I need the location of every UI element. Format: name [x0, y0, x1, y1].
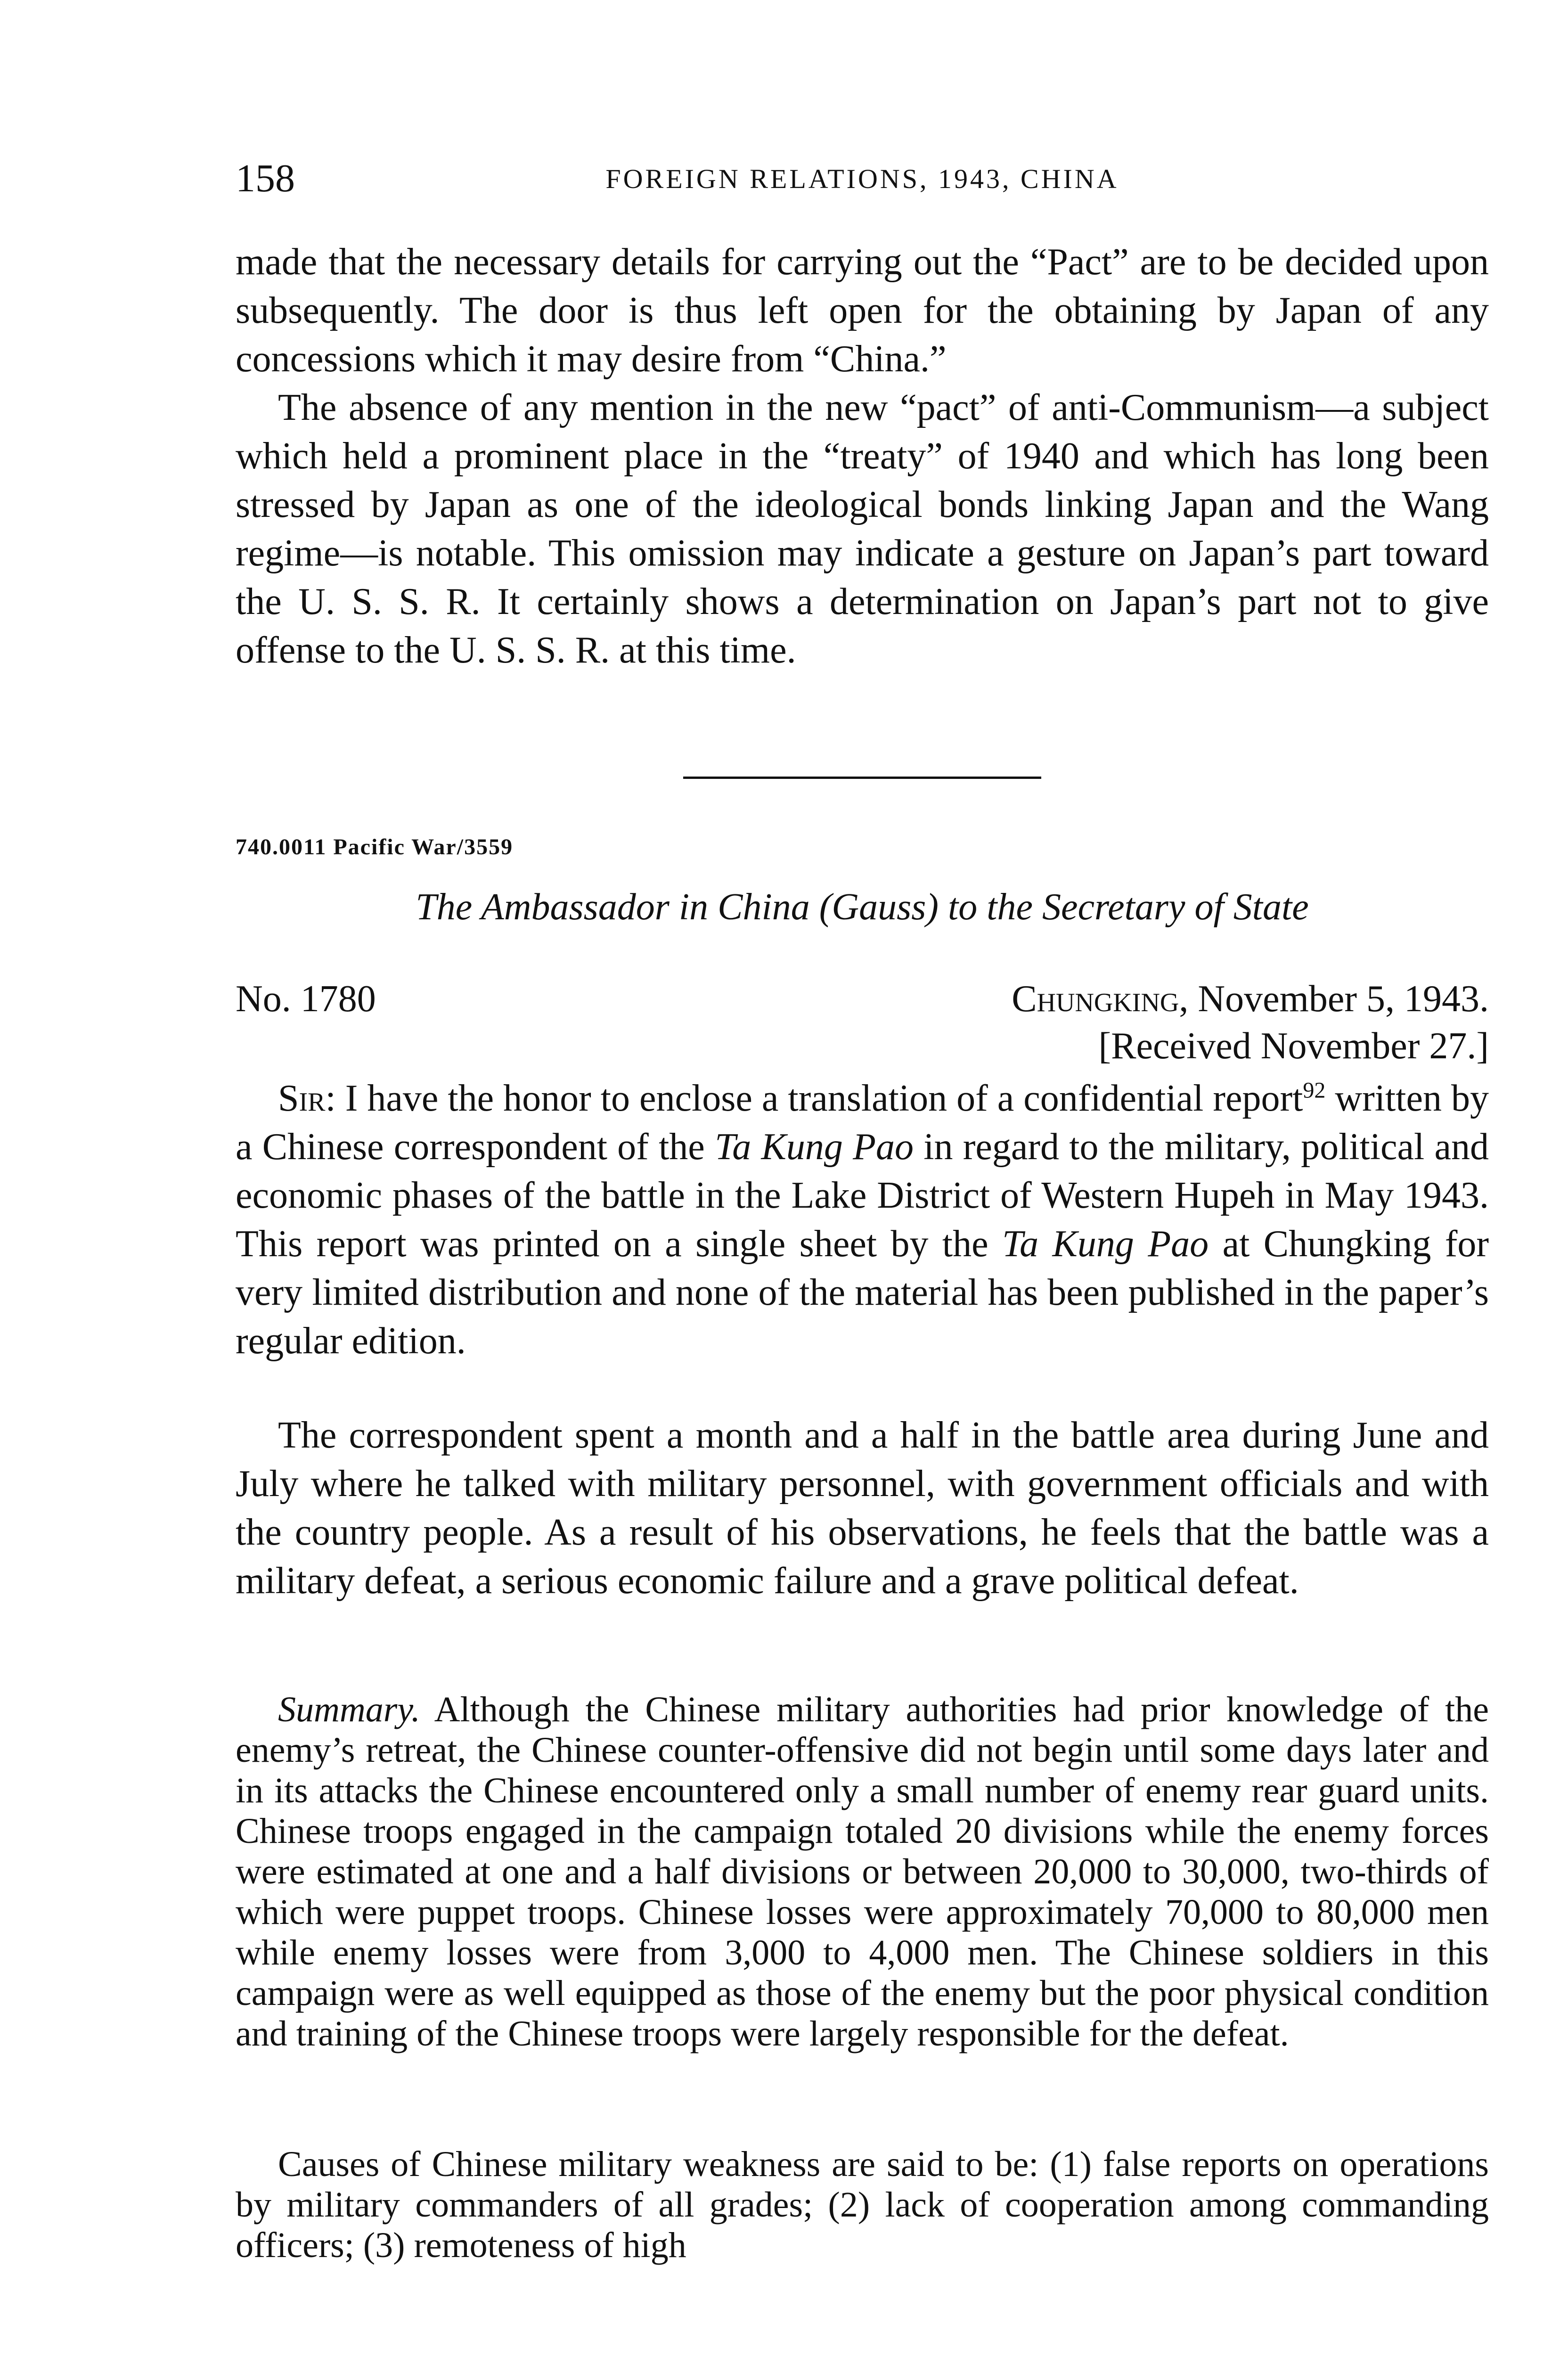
running-title: FOREIGN RELATIONS, 1943, CHINA — [605, 164, 1119, 194]
file-number: 740.0011 Pacific War/3559 — [236, 834, 514, 859]
footnote-reference: 92 — [1303, 1078, 1326, 1103]
letter-paragraph-2: The correspondent spent a month and a half in the battle area during June and July where he talked with military personnel, with government officials and with the country people. As a result of his observations, he feels that the battle was a military defeat, a serious economic failure and a grave political defeat. — [236, 1415, 1489, 1602]
letter-text: written by a Chinese correspondent of the — [236, 1078, 1489, 1168]
summary-label: Summary. — [278, 1690, 420, 1729]
letter-text: : I have the honor to enclose a translation of a confidential report — [325, 1078, 1303, 1119]
page-number: 158 — [236, 156, 295, 200]
salutation: Sir — [278, 1078, 326, 1119]
received-date: [Received November 27.] — [1098, 1025, 1489, 1067]
letter-text: at Chungking for very limited distribution and none of the material has been published in the paper’s regular edition. — [236, 1223, 1489, 1362]
despatch-number: No. 1780 — [236, 978, 376, 1020]
causes-paragraph: Causes of Chinese military weakness are said to be: (1) false reports on operations by military commanders of all grades; (2) lack of cooperation among commanding officers; (3) remoteness of high — [236, 2144, 1489, 2265]
anti-communism-paragraph: The absence of any mention in the new “pact” of anti-Communism—a subject which held a prominent place in the “treaty” of 1940 and which has long been stressed by Japan as one of the ideological bonds linking Japan and the Wang regime—is notable. This omission may indicate a gesture on Japan’s part toward the U. S. S. R. It certainly shows a determination on Japan’s part not to give offense to the U. S. S. R. at this time. — [236, 387, 1489, 671]
place-date-line — [1012, 978, 1489, 1021]
letter-paragraph-1 — [236, 1074, 1489, 1366]
newspaper-name: Ta Kung Pao — [1002, 1223, 1209, 1265]
section-divider — [683, 777, 1041, 779]
despatch-date: , November 5, 1943. — [1179, 978, 1489, 1020]
letter-text: in regard to the military, political and economic phases of the battle in the Lake District of Western Hupeh in May 1943. This report was printed on a single sheet by the — [236, 1126, 1489, 1265]
running-head — [236, 155, 1489, 207]
place-name: Chungking — [1012, 978, 1179, 1020]
summary-text: Although the Chinese military authorities had prior knowledge of the enemy’s retreat, the Chinese counter-offensive did not begin until some days later and in its attacks the Chinese encountered only a small number of enemy rear guard units. Chinese troops engaged in the campaign totaled 20 divisions while the enemy forces were estimated at one and a half divisions or between 20,000 to 30,000, two-thirds of which were puppet troops. Chinese losses were approximately 70,000 to 80,000 men while enemy losses were from 3,000 to 4,000 men. The Chinese soldiers in this campaign were as well equipped as those of the enemy but the poor physical condition and training of the Chinese troops were largely responsible for the defeat. — [236, 1690, 1489, 2053]
newspaper-name: Ta Kung Pao — [715, 1126, 914, 1168]
document-heading: The Ambassador in China (Gauss) to the Secretary of State — [416, 886, 1309, 928]
summary-paragraph — [236, 1689, 1489, 2054]
continued-paragraph: made that the necessary details for carrying out the “Pact” are to be decided upon subsequently. The door is thus left open for the obtaining by Japan of any concessions which it may desire from “China.” — [236, 241, 1489, 380]
